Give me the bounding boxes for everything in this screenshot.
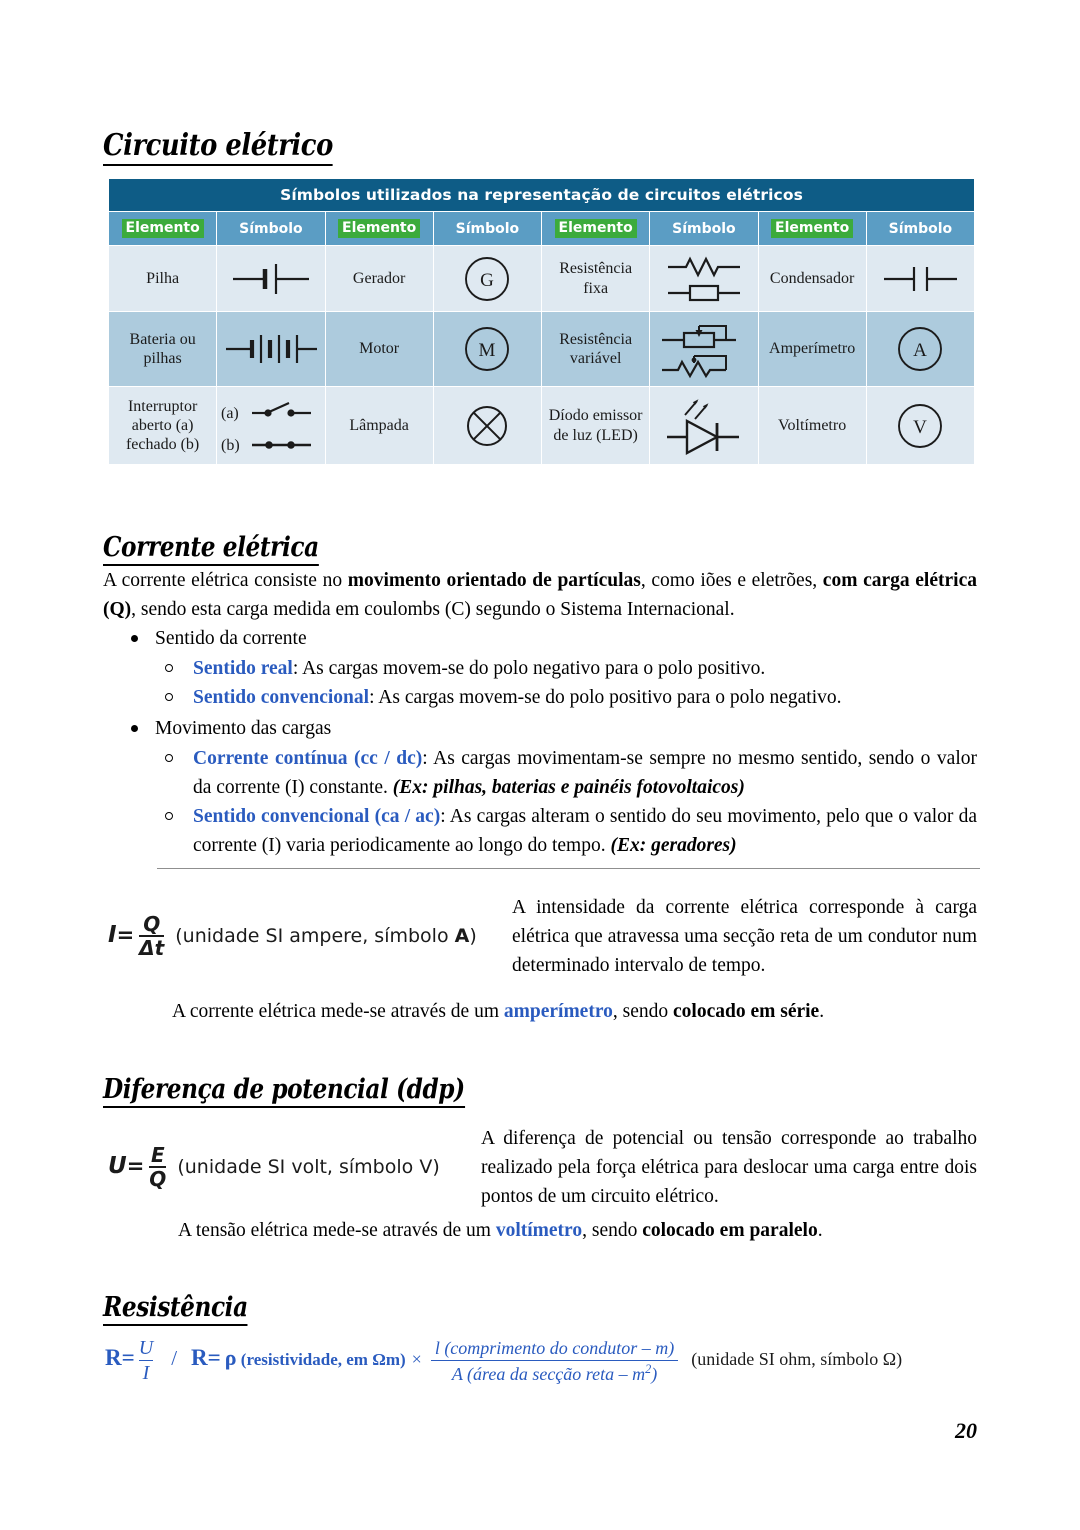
cell-symbol-interruptor	[217, 387, 325, 465]
list-item-text: : As cargas movem-se do polo positivo para o polo negativo.	[369, 687, 842, 708]
column-header-simbolo-4	[866, 212, 974, 246]
variable-resistor-icon	[654, 318, 754, 380]
ammeter-circle-a-icon	[892, 321, 948, 377]
section-heading-resistencia: Resistência	[103, 1292, 248, 1326]
fraction-denominator: Q	[149, 1167, 167, 1191]
list-item	[103, 714, 977, 744]
paragraph-ddp-descricao: A diferença de potencial ou tensão corresponde ao trabalho realizado pela força elétrica para deslocar uma carga entre dois pontos de um circuito elétrico.	[481, 1128, 977, 1207]
voltmeter-circle-v-icon	[892, 398, 948, 454]
bullet-dot-icon	[131, 635, 138, 642]
cell-label-interruptor: Interruptor aberto (a) fechado (b)	[109, 387, 217, 465]
switch-label-b: (b)	[220, 436, 240, 454]
formula-fraction	[149, 1145, 166, 1190]
term-voltimetro: voltímetro	[495, 1220, 583, 1241]
section-heading-circuito-eletrico: Circuito elétrico	[103, 128, 333, 166]
column-header-label: Símbolo	[672, 220, 736, 237]
unit-symbol: V	[419, 1156, 433, 1178]
column-header-simbolo-1	[217, 212, 325, 246]
svg-text:A: A	[913, 340, 928, 361]
battery-icon	[220, 332, 322, 366]
circuit-symbols-table	[108, 178, 975, 465]
formula-unit-note	[169, 925, 477, 947]
formula-r2-equals: =	[207, 1345, 221, 1371]
list-item-label: Sentido da corrente	[155, 628, 307, 649]
unit-post: )	[432, 1156, 440, 1178]
fraction-numerator: Q	[143, 912, 161, 936]
generator-circle-g-icon	[459, 251, 515, 307]
formula-times-operator: ×	[411, 1349, 422, 1370]
table-title: Símbolos utilizados na representação de circuitos elétricos	[109, 179, 975, 212]
table-row	[109, 312, 975, 387]
paragraph-voltimetro	[178, 1216, 977, 1245]
cell-label-led: Díodo emissor de luz (LED)	[542, 387, 650, 465]
column-header-label: Símbolo	[239, 220, 303, 237]
intro-bold-2: com carga elétrica (Q)	[103, 570, 977, 620]
column-header-simbolo-3	[650, 212, 758, 246]
cell-label-pilha: Pilha	[109, 246, 217, 312]
cell-symbol-voltimetro	[866, 387, 974, 465]
den-exponent: 2	[645, 1361, 652, 1376]
column-header-elemento-2	[325, 212, 433, 246]
cell-symbol-amperimetro	[866, 312, 974, 387]
cell-label-resistencia-variavel: Resistência variável	[542, 312, 650, 387]
list-item	[103, 624, 977, 654]
term-corrente-continua: Corrente contínua (cc / dc)	[193, 748, 423, 769]
bullet-ring-icon	[165, 693, 173, 701]
bullet-ring-icon	[165, 664, 173, 672]
formula-length-area-fraction	[431, 1337, 678, 1386]
fraction-numerator: l (comprimento do condutor – m)	[434, 1338, 675, 1358]
term-sentido-convencional-ca: Sentido convencional (ca / ac)	[193, 806, 441, 827]
formula-r1-fraction	[139, 1337, 153, 1385]
fraction-numerator: U	[138, 1337, 154, 1360]
cell-icon	[223, 262, 319, 296]
horizontal-divider	[157, 868, 980, 869]
cell-symbol-led	[650, 387, 758, 465]
svg-text:G: G	[480, 269, 495, 291]
fraction-denominator: Δt	[139, 936, 165, 960]
section-heading-diferenca-potencial: Diferença de potencial (ddp)	[103, 1074, 465, 1108]
formula-diferenca-potencial	[108, 1143, 440, 1191]
cell-symbol-lampada	[433, 387, 541, 465]
fraction-denominator: I	[139, 1360, 153, 1385]
voltimetro-mid: , sendo	[582, 1220, 643, 1241]
formula-fraction	[139, 914, 164, 959]
capacitor-icon	[872, 262, 968, 296]
formula-separator: /	[171, 1346, 178, 1371]
list-item-text: : As cargas movem-se do polo negativo para o polo positivo.	[292, 658, 766, 679]
formula-intensidade-corrente	[108, 912, 477, 960]
unit-pre: (unidade SI volt, símbolo	[171, 1156, 420, 1178]
column-header-label: Símbolo	[455, 220, 520, 237]
cell-label-bateria: Bateria ou pilhas	[109, 312, 217, 387]
page-number: 20	[955, 1418, 977, 1443]
cell-label-condensador: Condensador	[758, 246, 866, 312]
lamp-icon	[459, 398, 515, 454]
column-header-elemento-3	[542, 212, 650, 246]
example-corrente-alternada: (Ex: geradores)	[610, 835, 737, 856]
list-item	[103, 683, 977, 712]
cell-symbol-pilha	[217, 246, 325, 312]
cell-label-amperimetro: Amperímetro	[758, 312, 866, 387]
list-item	[103, 802, 977, 860]
cell-symbol-motor	[433, 312, 541, 387]
formula-r2-lhs: R	[191, 1345, 208, 1371]
intro-text-3: , sendo esta carga medida em coulombs (C) segundo o Sistema Internacional.	[131, 599, 735, 620]
list-item-label: Movimento das cargas	[155, 718, 332, 739]
formula-lhs: U	[108, 1153, 127, 1179]
table-row	[109, 387, 975, 465]
table-row	[109, 246, 975, 312]
amperimetro-mid: , sendo	[612, 1001, 674, 1022]
column-header-simbolo-2	[433, 212, 541, 246]
formula-resistencia	[105, 1337, 902, 1386]
list-item-text: : As cargas alteram o sentido do seu movimento, pelo que o valor da corrente (I) varia periodicamente ao longo do tempo.	[193, 806, 977, 856]
formula-equals: =	[126, 1154, 145, 1178]
cell-label-gerador: Gerador	[325, 246, 433, 312]
formula-unit-note	[171, 1156, 439, 1178]
cell-label-resistencia-fixa: Resistência fixa	[542, 246, 650, 312]
unit-symbol: A	[454, 925, 470, 947]
corrente-bullet-list	[103, 624, 977, 860]
column-header-label: Elemento	[122, 219, 204, 238]
switch-label-a: (a)	[220, 404, 239, 422]
bullet-dot-icon	[131, 725, 138, 732]
term-amperimetro: amperímetro	[503, 1001, 613, 1022]
intro-bold-1: movimento orientado de partículas	[347, 570, 641, 591]
fixed-resistor-icon	[656, 251, 752, 307]
example-corrente-continua: (Ex: pilhas, baterias e painéis fotovoltaicos)	[392, 777, 745, 798]
table-title-row	[109, 179, 975, 212]
term-sentido-convencional: Sentido convencional	[193, 687, 370, 708]
paragraph-amperimetro	[172, 997, 977, 1026]
den-part-b: )	[651, 1363, 658, 1384]
cell-label-lampada: Lâmpada	[325, 387, 433, 465]
unit-post: )	[469, 925, 477, 947]
formula-r1-lhs: R	[105, 1345, 122, 1371]
column-header-label: Elemento	[771, 219, 853, 238]
cell-symbol-resistencia-fixa	[650, 246, 758, 312]
amperimetro-bold: colocado em série	[673, 1001, 820, 1022]
bullet-ring-icon	[165, 812, 173, 820]
switch-open-closed-icon	[219, 394, 323, 458]
intro-text-1: A corrente elétrica consiste no	[103, 570, 348, 591]
term-sentido-real: Sentido real	[193, 658, 293, 679]
bullet-ring-icon	[165, 754, 173, 762]
den-part-a: A (área da secção reta – m	[451, 1363, 646, 1384]
column-header-label: Elemento	[338, 219, 420, 238]
cell-symbol-bateria	[217, 312, 325, 387]
cell-symbol-resistencia-variavel	[650, 312, 758, 387]
cell-symbol-condensador	[866, 246, 974, 312]
unit-pre: (unidade SI ampere, símbolo	[169, 925, 455, 947]
formula-r1-equals: =	[121, 1345, 135, 1371]
amperimetro-end: .	[819, 1001, 825, 1022]
paragraph-intensidade-descricao: A intensidade da corrente elétrica corresponde à carga elétrica que atravessa uma secção reta de um condutor num determinado intervalo de tempo.	[512, 897, 977, 976]
formula-unit-note: (unidade SI ohm, símbolo Ω)	[691, 1349, 903, 1370]
fraction-denominator	[431, 1360, 678, 1386]
column-header-label: Símbolo	[888, 220, 953, 237]
paragraph-corrente-intro	[103, 566, 977, 624]
formula-rho-note: (resistividade, em Ωm)	[236, 1350, 406, 1370]
cell-label-motor: Motor	[325, 312, 433, 387]
cell-symbol-gerador	[433, 246, 541, 312]
motor-circle-m-icon	[459, 321, 515, 377]
list-item	[103, 654, 977, 683]
column-header-elemento-4	[758, 212, 866, 246]
voltimetro-end: .	[817, 1220, 823, 1241]
voltimetro-pre: A tensão elétrica mede-se através de um	[178, 1220, 496, 1241]
section-heading-corrente-eletrica: Corrente elétrica	[103, 532, 319, 566]
fraction-numerator: E	[150, 1143, 165, 1167]
table-header-row	[109, 212, 975, 246]
list-item-text: : As cargas movimentam-se sempre no mesmo sentido, sendo o valor da corrente (I) constante.	[193, 748, 978, 798]
led-icon	[659, 393, 749, 459]
intro-text-2: , como iões e eletrões,	[640, 570, 823, 591]
formula-equals: =	[116, 923, 135, 947]
svg-text:V: V	[913, 416, 928, 438]
svg-text:M: M	[478, 340, 496, 361]
amperimetro-pre: A corrente elétrica mede-se através de um	[172, 1001, 504, 1022]
voltimetro-bold: colocado em paralelo	[642, 1220, 818, 1241]
column-header-elemento-1	[109, 212, 217, 246]
cell-label-voltimetro: Voltímetro	[758, 387, 866, 465]
formula-lhs: I	[108, 922, 117, 948]
column-header-label: Elemento	[555, 219, 637, 238]
formula-rho-symbol: ρ	[224, 1345, 237, 1371]
list-item	[103, 744, 977, 802]
